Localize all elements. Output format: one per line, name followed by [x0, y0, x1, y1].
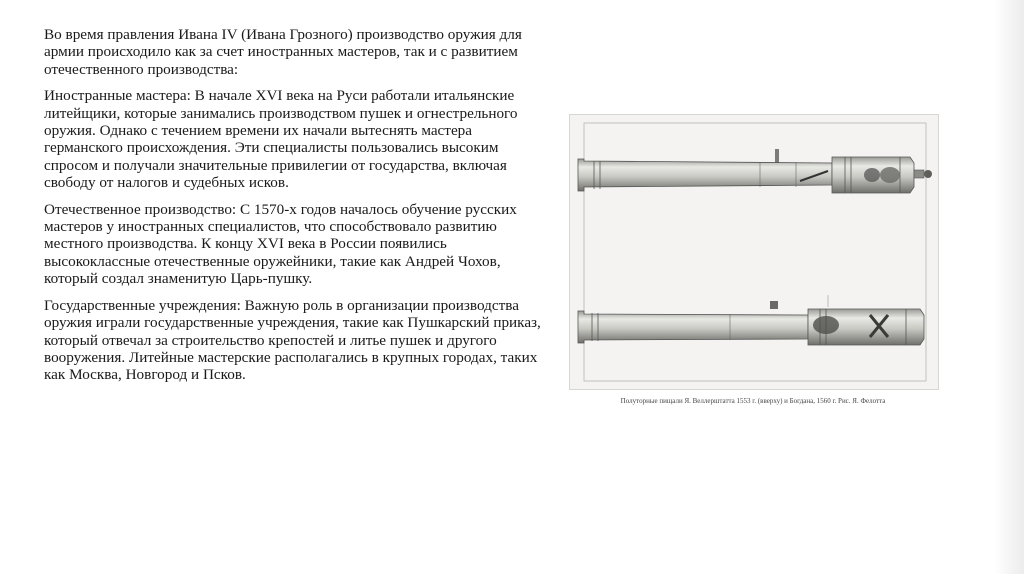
bottom-cannon	[578, 295, 924, 345]
text-column	[44, 26, 544, 393]
foreign-masters-paragraph: Иностранные мастера: В начале XVI века на Руси работали итальянские литейщики, которые занимались производством пушек и огнестрельного оружия. Однако с течением времени их начали вытеснять мастера германского происхождения. Эти специалисты пользовались высоким спросом и получали значительные привилегии от государства, включая свободу от налогов и судебных исков.	[44, 87, 518, 192]
cannon-drawing	[569, 114, 939, 390]
figure-caption: Полуторные пищали Я. Веллерштатта 1553 г. (вверху) и Богдана, 1560 г. Рис. Я. Фелотта	[620, 397, 886, 405]
top-cannon	[578, 149, 932, 193]
intro-paragraph: Во время правления Ивана IV (Ивана Грозного) производство оружия для армии происходило как за счет иностранных мастеров, так и с развитием отечественного производства:	[44, 26, 522, 78]
domestic-production-paragraph: Отечественное производство: С 1570-х годов началось обучение русских мастеров у иностранных специалистов, что способствовало развитию местного производства. К концу XVI века в России появились высококлассные отечественные оружейники, такие как Андрей Чохов, который создал знаменитую Царь-пушку.	[44, 200, 517, 288]
cannon-illustration	[570, 115, 938, 389]
state-institutions-paragraph: Государственные учреждения: Важную роль в организации производства оружия играли государственные учреждения, такие как Пушкарский приказ, который отвечал за строительство крепостей и литье пушек и другого вооружения. Литейные мастерские располагались в крупных городах, таких как Москва, Новгород и Псков.	[44, 296, 541, 384]
